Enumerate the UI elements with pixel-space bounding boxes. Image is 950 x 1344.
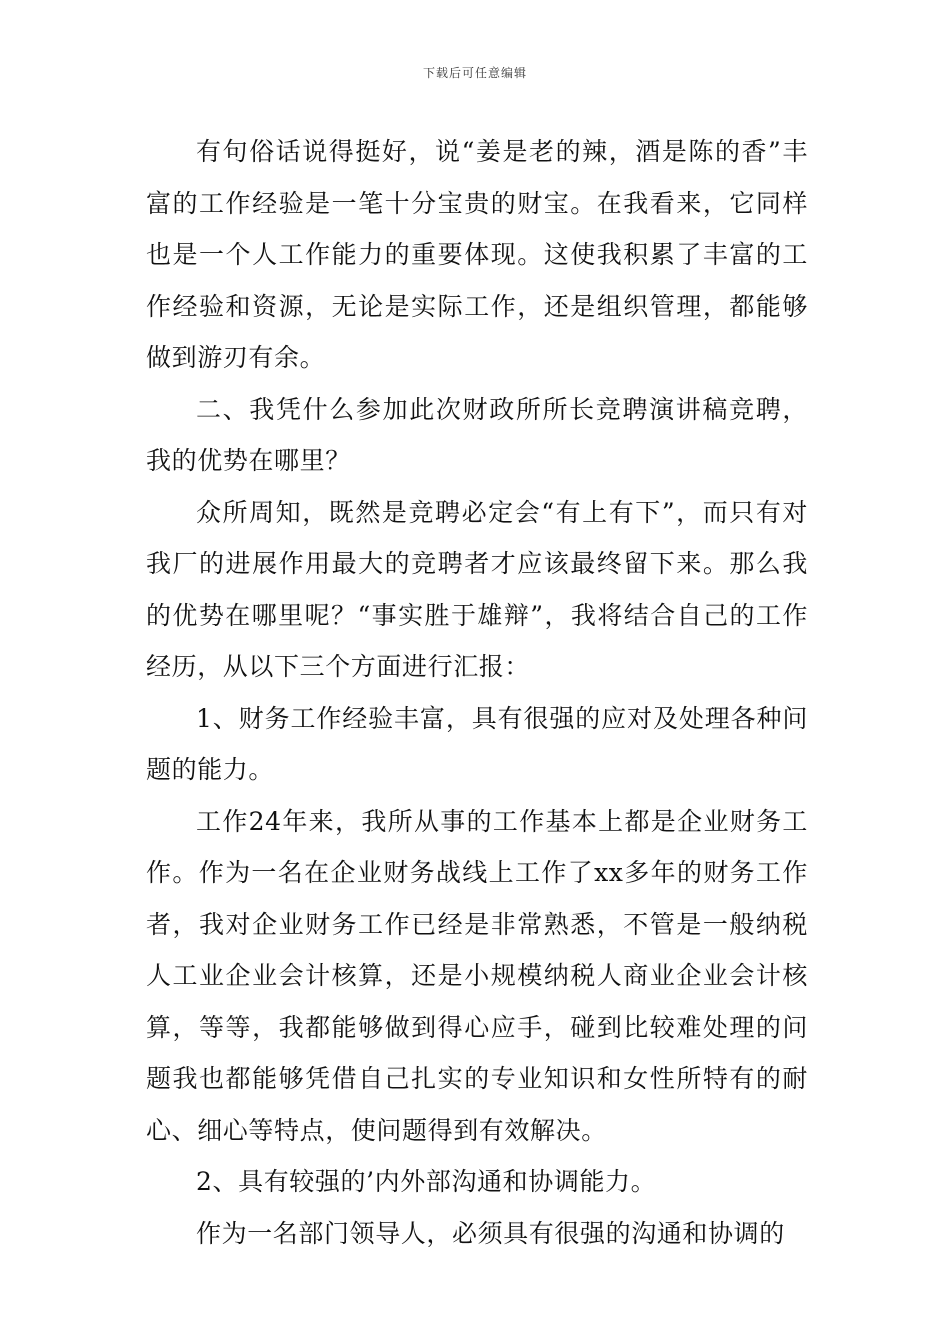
paragraph: 工作24年来，我所从事的工作基本上都是企业财务工作。作为一名在企业财务战线上工作了xx多年的财务工作者，我对企业财务工作已经是非常熟悉，不管是一般纳税人工业企业会计核算，还是小规模纳税人商业企业会计核算，等等，我都能够做到得心应手，碰到比较难处理的问题我也都能够凭借自己扎实的专业知识和女性所特有的耐心、细心等特点，使问题得到有效解决。: [146, 806, 808, 1145]
paragraph: 作为一名部门领导人，必须具有很强的沟通和协调的: [196, 1218, 785, 1248]
section-heading: 二、我凭什么参加此次财政所所长竞聘演讲稿竞聘，我的优势在哪里？: [146, 394, 808, 475]
list-item-heading: 2、具有较强的’内外部沟通和协调能力。: [196, 1167, 657, 1196]
header-note: 下载后可任意编辑: [422, 66, 527, 80]
paragraph: 有句俗话说得挺好，说“姜是老的辣，酒是陈的香”丰富的工作经验是一笔十分宝贵的财宝。在我看来，它同样也是一个人工作能力的重要体现。这使我积累了丰富的工作经验和资源，无论是实际工作，还是组织管理，都能够做到游刃有余。: [146, 137, 808, 372]
paragraph: 众所周知，既然是竞聘必定会“有上有下”，而只有对我厂的进展作用最大的竞聘者才应该最终留下来。那么我的优势在哪里呢？“事实胜于雄辩”，我将结合自己的工作经历，从以下三个方面进行汇报：: [146, 497, 808, 681]
list-item-heading: 1、财务工作经验丰富，具有很强的应对及处理各种问题的能力。: [146, 703, 808, 784]
document-body: [146, 126, 808, 1259]
